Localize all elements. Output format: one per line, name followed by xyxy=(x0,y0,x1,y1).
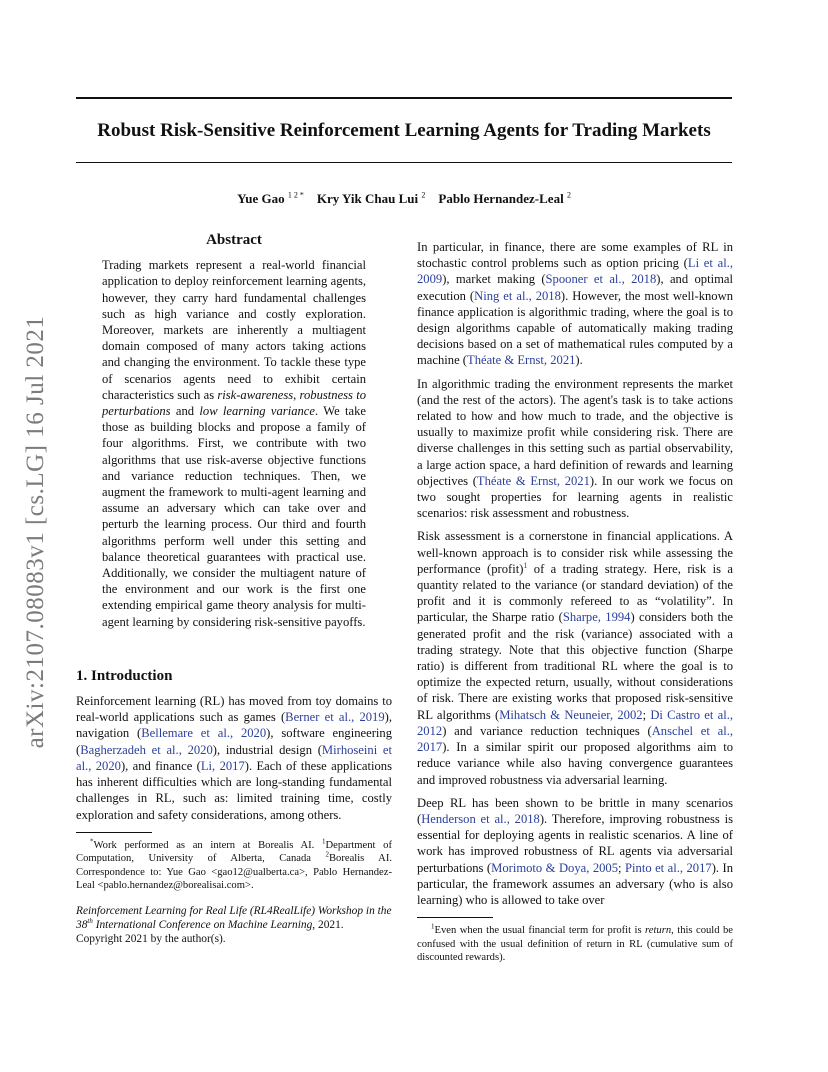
body-paragraph: In algorithmic trading the environment represents the market (and the rest of the actors). The agent's task is to take actions related to how and how much to trade, and the objective is usually to maximize profit while considering risk. There are diverse challenges in this setting such as partial observability, a large action space, a hard definition of rewards and learning objectives (Théate & Ernst, 2021). In our work we focus on two sought properties for learning agents in realistic scenarios: risk assessment and robustness. xyxy=(417,376,733,521)
citation-link[interactable]: Spooner et al., 2018 xyxy=(545,272,657,287)
footnote-divider xyxy=(76,832,152,833)
citation-link[interactable]: Bellemare et al., 2020 xyxy=(141,726,267,741)
citation-link[interactable]: Li et al., 2009 xyxy=(417,256,733,287)
citation-link[interactable]: Théate & Ernst, 2021 xyxy=(476,473,590,488)
author-affiliation-marks: 1 2 * xyxy=(287,190,304,200)
section-heading-introduction: 1. Introduction xyxy=(76,667,173,684)
arxiv-sidebar xyxy=(0,0,70,1072)
body-paragraph: In particular, in finance, there are some examples of RL in stochastic control problems such as option pricing (Li et al., 2009), market making (Spooner et al., 2018), and optimal execution (Ning et al., 2018). However, the most well-known finance application is algorithmic trading, where the goal is to design algorithms capable of automatically making trading decisions based on a set of mathematical rules computed by a machine (Théate & Ernst, 2021). xyxy=(417,240,733,368)
citation-link[interactable]: Li, 2017 xyxy=(200,758,245,773)
citation-link[interactable]: Morimoto & Doya, 2005 xyxy=(491,860,619,875)
author-name: Kry Yik Chau Lui xyxy=(316,191,419,206)
emphasis: robustness to perturbations xyxy=(102,387,367,419)
footnote-link[interactable]: 1 xyxy=(523,560,528,570)
emphasis: risk-awareness xyxy=(217,387,294,402)
title-rule-bottom xyxy=(76,162,732,163)
paper-title: Robust Risk-Sensitive Reinforcement Learning Agents for Trading Markets xyxy=(97,120,711,141)
abstract-heading: Abstract xyxy=(206,232,262,248)
intro-paragraph: Reinforcement learning (RL) has moved from toy domains to real-world applications such as games (Berner et al., 2019), navigation (Bellemare et al., 2020), software engineering (Bagherzadeh et al., 2020), industrial design (Mirhoseini et al., 2020), and finance (Li, 2017). Each of these applications has inherent difficulties which are long-standing fundamental challenges in RL, such as: limited training time, costly exploration and safety considerations, among others. xyxy=(76,694,393,822)
citation-link[interactable]: Ning et al., 2018 xyxy=(474,288,561,303)
affiliation-footnote: *Work performed as an intern at Borealis AI. $^1$Department of Computation, University of Alberta, Canada $^2$Borealis AI. Correspondence to: Yue Gao <gao12@ualberta.ca>, Pablo Hernandez-Leal <pablo.hernandez@borealisai.com>. xyxy=(76,837,393,891)
author-name: Pablo Hernandez-Leal xyxy=(438,191,564,206)
citation-link[interactable]: Henderson et al., 2018 xyxy=(421,811,540,826)
citation-link[interactable]: Berner et al., 2019 xyxy=(285,710,385,725)
author-affiliation-marks: 2 xyxy=(566,190,571,200)
author-list xyxy=(76,191,732,207)
profit-footnote: $^1$Even when the usual financial term for profit is return, this could be confused with the usual definition of return in RL (cumulative sum of discounted rewards). xyxy=(417,922,733,963)
footnote-divider xyxy=(417,917,493,918)
abstract-body: Trading markets represent a real-world financial application to deploy reinforcement learning agents, however, they carry hard fundamental challenges such as high variance and costly exploration. Moreover, markets are inherently a multiagent domain composed of many actors taking actions and changing the environment. To tackle these type of scenarios agents need to exhibit certain characteristics such as risk-awareness, robustness to perturbations and low learning variance. We take those as building blocks and propose a family of four algorithms. First, we contribute with two algorithms that use risk-averse objective functions and variance reduction techniques. Then, we augment the framework to multi-agent learning and assume an adversary which can take over and perturb the learning process. Our third and fourth algorithms perform well under this setting and balance theoretical guarantees with practical use. Additionally, we consider the multiagent nature of the environment and our work is the first one extending empirical game theory analysis for multi-agent learning by considering risk-sensitive payoffs. xyxy=(102,258,367,629)
emphasis: low learning variance xyxy=(199,404,315,419)
author-name: Yue Gao xyxy=(237,191,285,206)
citation-link[interactable]: Théate & Ernst, 2021 xyxy=(467,353,576,368)
citation-link[interactable]: Bagherzadeh et al., 2020 xyxy=(80,742,213,757)
citation-link[interactable]: Pinto et al., 2017 xyxy=(625,860,712,875)
citation-link[interactable]: Mirhoseini et al., 2020 xyxy=(76,742,393,773)
author-affiliation-marks: 2 xyxy=(421,190,426,200)
workshop-notice: Reinforcement Learning for Real Life (RL4RealLife) Workshop in the 38th International Conference on Machine Learning, 2021. Copyright 2021 by the author(s). xyxy=(76,905,392,946)
left-column xyxy=(76,232,392,946)
body-paragraph: Risk assessment is a cornerstone in financial applications. A well-known approach is to consider risk while assessing the performance (profit)$^1$ of a trading strategy. Here, risk is a quantity related to the variance (or standard deviation) of the profit and it is commonly refereed to as “volatility”. In particular, the Sharpe ratio (Sharpe, 1994) considers both the generated profit and the risk (variance) associated with a trading strategy. Note that this objective function (Sharpe ratio) is different from traditional RL where the goal is to optimize the expected return, usually, without considerations of risk. There are existing works that proposed risk-sensitive RL algorithms (Mihatsch & Neuneier, 2002; Di Castro et al., 2012) and variance reduction techniques (Anschel et al., 2017). In a similar spirit our proposed algorithms aim to reduce variance while also having convergence guarantees and improved robustness via adversarial learning. xyxy=(417,529,734,787)
citation-link[interactable]: Mihatsch & Neuneier, 2002 xyxy=(499,707,643,722)
right-column xyxy=(417,239,733,964)
body-paragraph: Deep RL has been shown to be brittle in many scenarios (Henderson et al., 2018). Therefore, improving robustness is essential for deploying agents in realistic scenarios. A line of work has improved robustness of RL agents via adversarial perturbations (Morimoto & Doya, 2005; Pinto et al., 2017). In particular, the framework assumes an adversary (who is also learning) who is allowed to take over xyxy=(417,795,734,907)
title-rule-top xyxy=(76,97,732,99)
citation-link[interactable]: Anschel et al., 2017 xyxy=(417,723,733,755)
arxiv-identifier: arXiv:2107.08083v1 [cs.LG] 16 Jul 2021 xyxy=(22,315,49,749)
citation-link[interactable]: Sharpe, 1994 xyxy=(562,610,631,625)
citation-link[interactable]: Di Castro et al., 2012 xyxy=(417,707,734,738)
